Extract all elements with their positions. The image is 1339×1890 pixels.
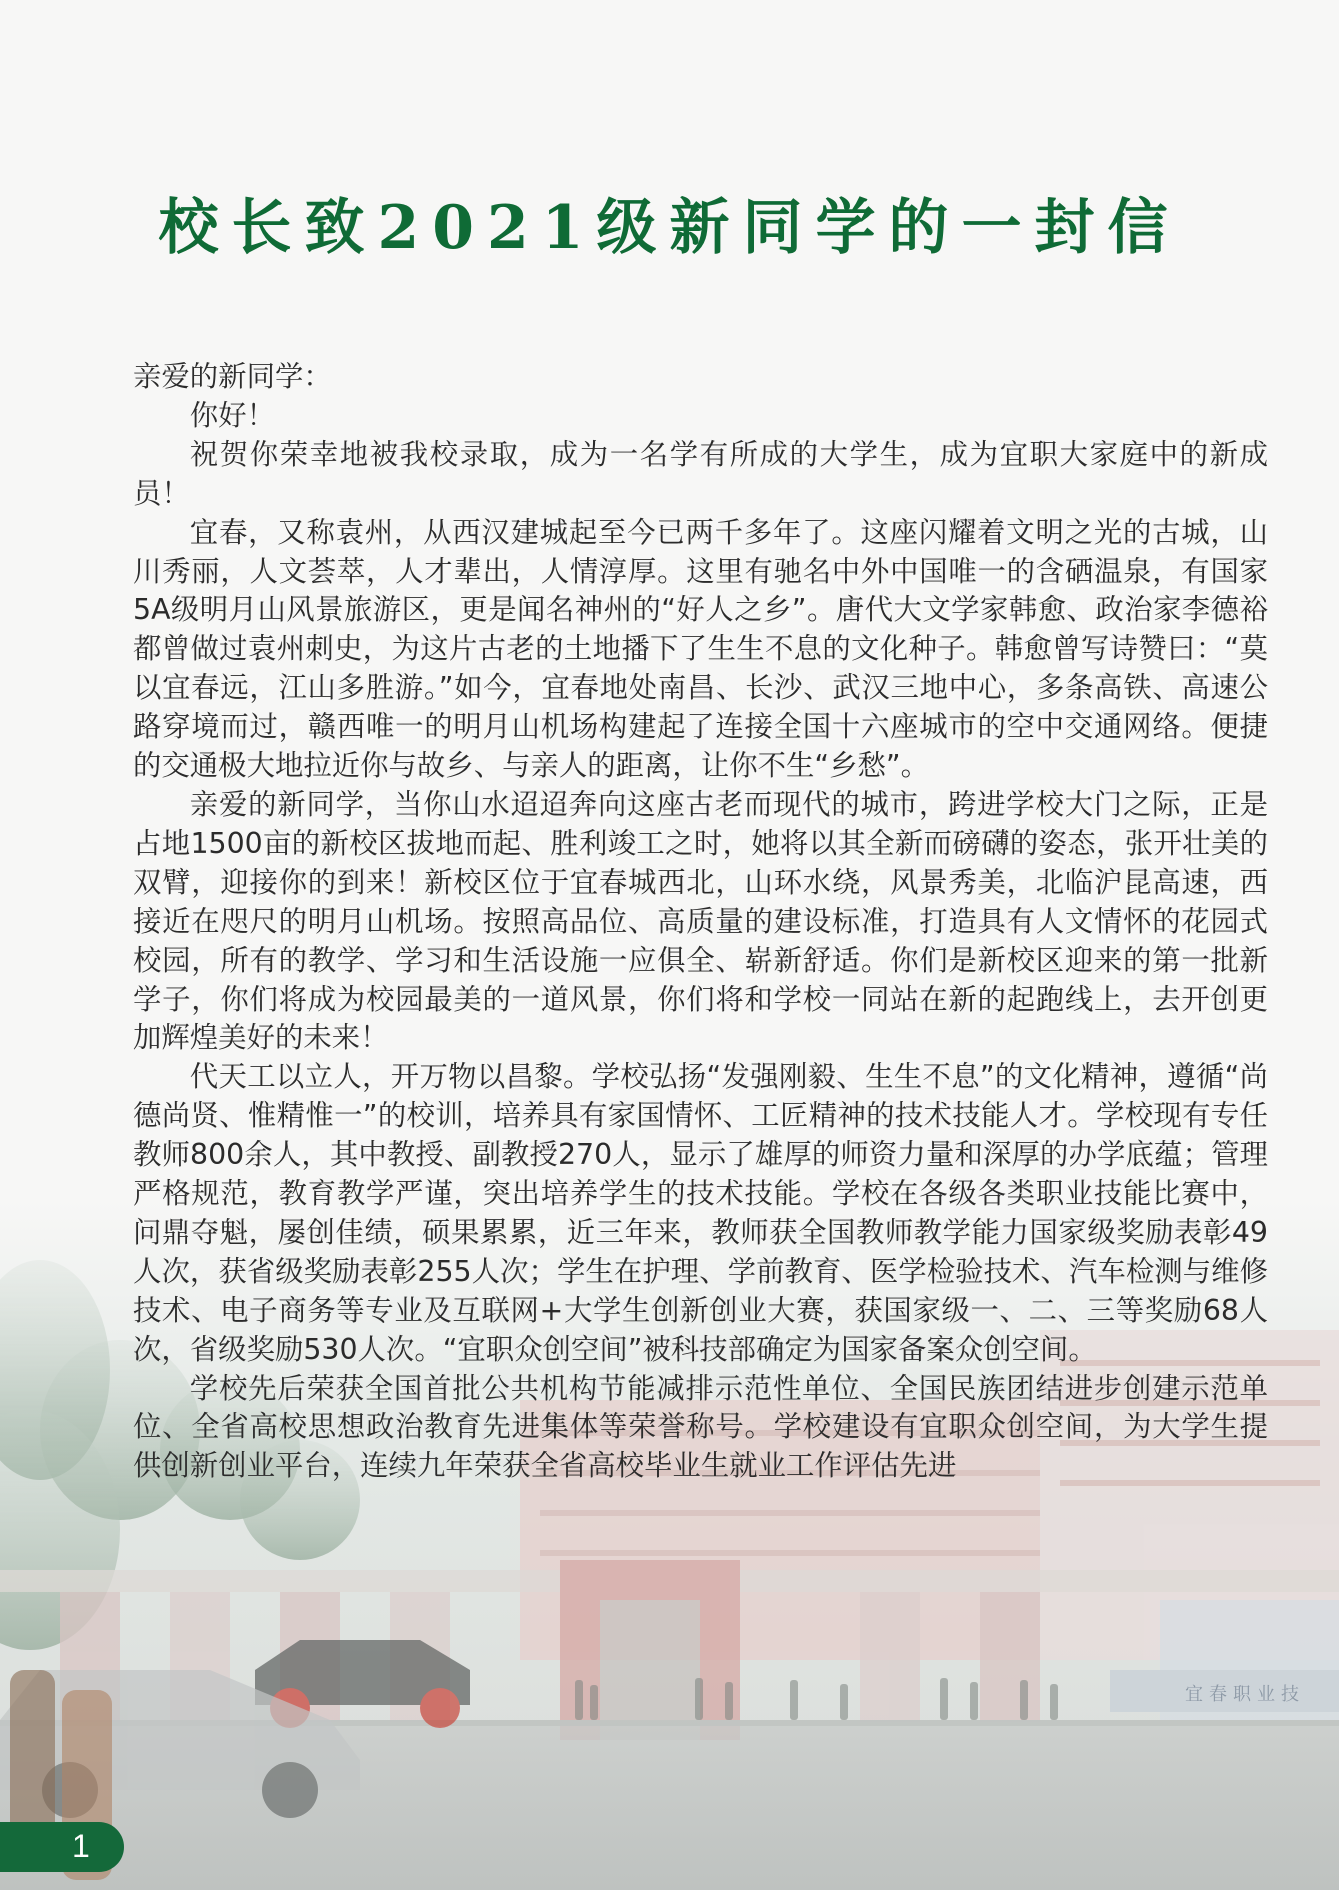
yichun-city-paragraph: 宜春，又称袁州，从西汉建城起至今已两千多年了。这座闪耀着文明之光的古城，山川秀丽，人文荟萃，人才辈出，人情淳厚。这里有驰名中外中国唯一的含硒温泉，有国家5A级明月山风景旅游区，更是闻名神州的“好人之乡”。唐代大文学家韩愈、政治家李德裕都曾做过袁州刺史，为这片古老的土地播下了生生不息的文化种子。韩愈曾写诗赞曰：“莫以宜春远，江山多胜游。”如今，宜春地处南昌、长沙、武汉三地中心，多条高铁、高速公路穿境而过，赣西唯一的明月山机场构建起了连接全国十六座城市的空中交通网络。便捷的交通极大地拉近你与故乡、与亲人的距离，让你不生“乡愁”。 xyxy=(133,515,1268,783)
new-campus-paragraph: 亲爱的新同学，当你山水迢迢奔向这座古老而现代的城市，跨进学校大门之际，正是占地1500亩的新校区拔地而起、胜利竣工之时，她将以其全新而磅礴的姿态，张开壮美的双臂，迎接你的到来！新校区位于宜春城西北，山环水绕，风景秀美，北临沪昆高速，西接近在咫尺的明月山机场。按照高品位、高质量的建设标准，打造具有人文情怀的花园式校园，所有的教学、学习和生活设施一应俱全、崭新舒适。你们是新校区迎来的第一批新学子，你们将成为校园最美的一道风景，你们将和学校一同站在新的起跑线上，去开创更加辉煌美好的未来！ xyxy=(133,787,1268,1055)
page-title: 校长致2021级新同学的一封信 xyxy=(158,193,1181,263)
honors-paragraph: 学校先后荣获全国首批公共机构节能减排示范性单位、全国民族团结进步创建示范单位、全省高校思想政治教育先进集体等荣誉称号。学校建设有宜职众创空间，为大学生提供创新创业平台，连续九年荣获全省高校毕业生就业工作评估先进 xyxy=(133,1371,1268,1483)
congratulation-paragraph: 祝贺你荣幸地被我校录取，成为一名学有所成的大学生，成为宜职大家庭中的新成员！ xyxy=(133,437,1268,510)
letter-body xyxy=(133,358,1268,1486)
page-number-tab xyxy=(0,1822,124,1872)
salutation: 亲爱的新同学： xyxy=(133,360,332,393)
greeting-paragraph: 你好！ xyxy=(189,398,275,432)
school-spirit-paragraph: 代天工以立人，开万物以昌黎。学校弘扬“发强刚毅、生生不息”的文化精神，遵循“尚德尚贤、惟精惟一”的校训，培养具有家国情怀、工匠精神的技术技能人才。学校现有专任教师800余人，其中教授、副教授270人，显示了雄厚的师资力量和深厚的办学底蕴；管理严格规范，教育教学严谨，突出培养学生的技术技能。学校在各级各类职业技能比赛中，问鼎夺魁，屡创佳绩，硕果累累，近三年来，教师获全国教师教学能力国家级奖励表彰49人次，获省级奖励表彰255人次；学生在护理、学前教育、医学检验技术、汽车检测与维修技术、电子商务等专业及互联网+大学生创新创业大赛，获国家级一、二、三等奖励68人次，省级奖励530人次。“宜职众创空间”被科技部确定为国家备案众创空间。 xyxy=(133,1060,1268,1366)
gate-sign: 宜春职业技 xyxy=(1185,1684,1305,1705)
page-number: 1 xyxy=(72,1828,90,1864)
